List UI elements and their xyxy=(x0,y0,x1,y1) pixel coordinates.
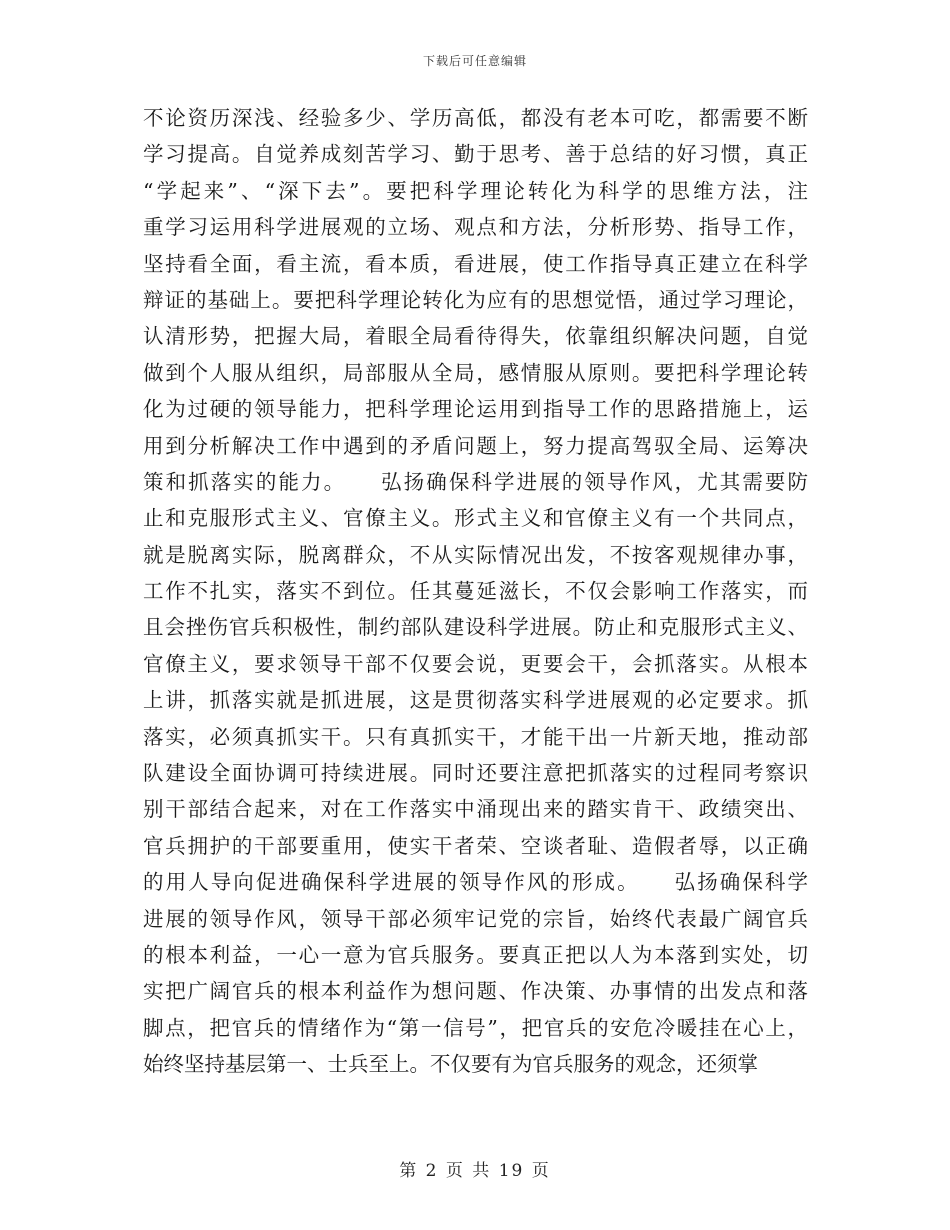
body-text-line: 做到个人服从组织，局部服从全局，感情服从原则。要把科学理论转 xyxy=(143,360,808,385)
page-number-footer: 第 2 页 共 19 页 xyxy=(399,1161,551,1181)
body-text-line: 且会挫伤官兵积极性，制约部队建设科学进展。防止和克服形式主义、 xyxy=(143,615,808,640)
body-text-line: 进展的领导作风，领导干部必须牢记党的宗旨，始终代表最广阔官兵 xyxy=(143,906,808,931)
body-text-line: 脚点，把官兵的情绪作为“第一信号”，把官兵的安危冷暖挂在心上， xyxy=(143,1015,808,1040)
body-text-line: 坚持看全面，看主流，看本质，看进展，使工作指导真正建立在科学 xyxy=(143,251,808,276)
body-text-line: 上讲，抓落实就是抓进展，这是贯彻落实科学进展观的必定要求。抓 xyxy=(143,688,808,713)
body-text-line: 工作不扎实，落实不到位。任其蔓延滋长，不仅会影响工作落实，而 xyxy=(143,579,808,604)
body-text-line: 化为过硬的领导能力，把科学理论运用到指导工作的思路措施上，运 xyxy=(143,397,808,422)
body-text-line: 止和克服形式主义、官僚主义。形式主义和官僚主义有一个共同点， xyxy=(143,506,808,531)
body-text-line: 实把广阔官兵的根本利益作为想问题、作决策、办事情的出发点和落 xyxy=(143,979,808,1004)
document-body xyxy=(143,100,808,1083)
body-text-line: 认清形势，把握大局，着眼全局看待得失，依靠组织解决问题，自觉 xyxy=(143,324,808,349)
body-text-line: 的用人导向促进确保科学进展的领导作风的形成。 弘扬确保科学 xyxy=(143,870,808,895)
body-text-line: 策和抓落实的能力。 弘扬确保科学进展的领导作风，尤其需要防 xyxy=(143,469,808,494)
body-text-line: 落实，必须真抓实干。只有真抓实干，才能干出一片新天地，推动部 xyxy=(143,724,808,749)
body-text-line: 学习提高。自觉养成刻苦学习、勤于思考、善于总结的好习惯，真正 xyxy=(143,142,808,167)
body-text-line: 的根本利益，一心一意为官兵服务。要真正把以人为本落到实处，切 xyxy=(143,942,808,967)
body-text-line: 重学习运用科学进展观的立场、观点和方法，分析形势、指导工作， xyxy=(143,215,808,240)
page-header: 下载后可任意编辑 xyxy=(422,54,527,68)
body-text-line: “学起来”、“深下去”。要把科学理论转化为科学的思维方法，注 xyxy=(143,178,808,203)
body-text-line: 队建设全面协调可持续进展。同时还要注意把抓落实的过程同考察识 xyxy=(143,761,808,786)
body-text-line: 官僚主义，要求领导干部不仅要会说，更要会干，会抓落实。从根本 xyxy=(143,651,808,676)
body-text-line: 用到分析解决工作中遇到的矛盾问题上，努力提高驾驭全局、运筹决 xyxy=(143,433,808,458)
body-text-line: 就是脱离实际，脱离群众，不从实际情况出发，不按客观规律办事， xyxy=(143,542,808,567)
body-text-line: 不论资历深浅、经验多少、学历高低，都没有老本可吃，都需要不断 xyxy=(143,106,808,130)
body-text-line: 始终坚持基层第一、士兵至上。不仅要有为官兵服务的观念，还须掌 xyxy=(143,1052,758,1077)
body-text-line: 别干部结合起来，对在工作落实中涌现出来的踏实肯干、政绩突出、 xyxy=(143,797,808,822)
body-text-line: 辩证的基础上。要把科学理论转化为应有的思想觉悟，通过学习理论， xyxy=(143,287,808,312)
body-text-line: 官兵拥护的干部要重用，使实干者荣、空谈者耻、造假者辱，以正确 xyxy=(143,833,808,858)
